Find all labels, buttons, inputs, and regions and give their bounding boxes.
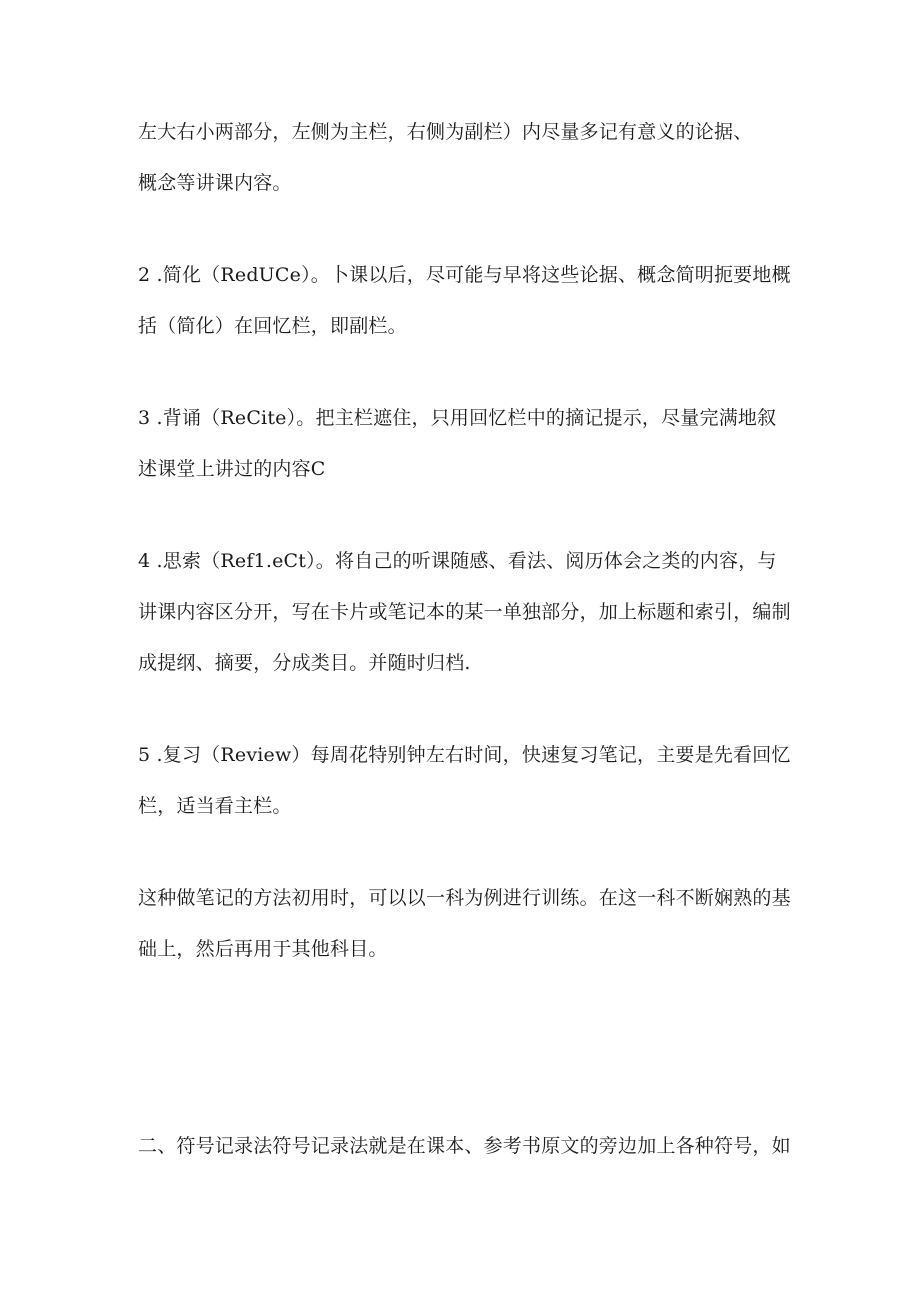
text-line: 概念等讲课内容。 — [138, 172, 292, 194]
paragraph-line: 这种做笔记的方法初用时，可以以一科为例进行训练。在这一科不断娴熟的基 — [138, 887, 791, 909]
list-item-5-line: 5 .复习（Review）每周花特别钟左右时间，快速复习笔记，主要是先看回忆 — [138, 744, 791, 766]
text-line: 左大右小两部分，左侧为主栏，右侧为副栏）内尽量多记有意义的论据、 — [138, 121, 753, 143]
list-item-4-line: 4 .思索（Ref1.eCt）。将自己的听课随感、看法、阅历体会之类的内容，与 — [138, 550, 777, 572]
text-line: 讲课内容区分开，写在卡片或笔记本的某一单独部分，加上标题和索引，编制 — [138, 601, 791, 623]
text-line: 栏，适当看主栏。 — [138, 795, 292, 817]
list-item-2-line: 2 .简化（RedUCe）。卜课以后，尽可能与早将这些论据、概念简明扼要地概 — [138, 264, 791, 286]
paragraph-line: 础上，然后再用于其他科目。 — [138, 938, 388, 960]
text-line: 括（简化）在回忆栏，即副栏。 — [138, 315, 407, 337]
text-line: 述课堂上讲过的内容C — [138, 458, 326, 480]
section-heading-line: 二、符号记录法符号记录法就是在课本、参考书原文的旁边加上各种符号，如 — [138, 1135, 791, 1157]
list-item-3-line: 3 .背诵（ReCite）。把主栏遮住，只用回忆栏中的摘记提示，尽量完满地叙 — [138, 407, 777, 429]
text-line: 成提纲、摘要，分成类目。并随时归档. — [138, 652, 471, 674]
